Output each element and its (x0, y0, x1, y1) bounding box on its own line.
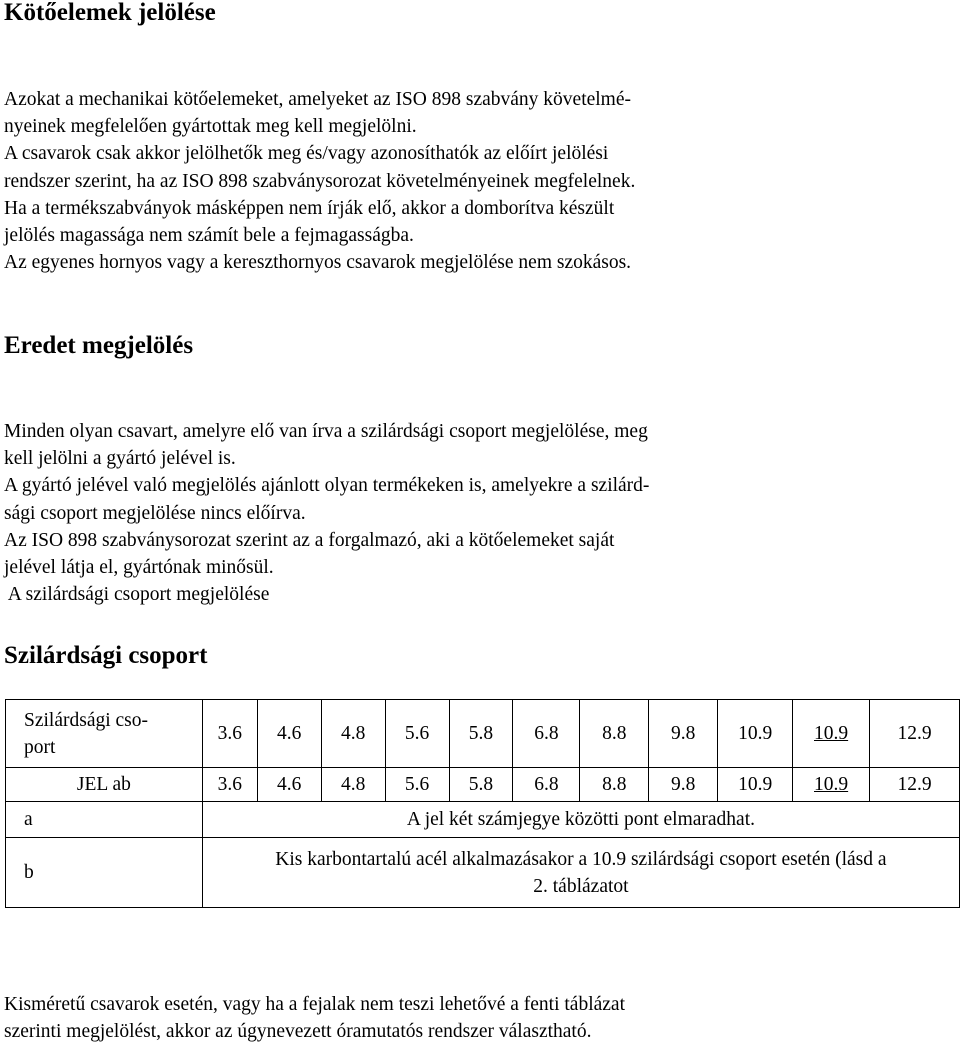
origin-paragraph (4, 418, 794, 608)
note-b: Kis karbontartalú acél alkalmazásakor a 10.9 szilárdsági csoport esetén (lásd a 2. táblázatot (202, 838, 959, 908)
intro-paragraph (4, 86, 794, 276)
table-cell: 3.6 (202, 700, 257, 768)
row-label-a: a (6, 802, 203, 838)
origin-line: Az ISO 898 szabványsorozat szerint az a forgalmazó, aki a kötőelemeket saját (4, 529, 615, 551)
strength-class-table (5, 699, 960, 908)
table-row-note-a (6, 802, 960, 838)
table-cell: 12.9 (870, 700, 960, 768)
page-title: Kötőelemek jelölése (4, 0, 216, 26)
table-cell: 8.8 (580, 768, 649, 802)
origin-line: kell jelölni a gyártó jelével is. (4, 448, 236, 470)
table-cell: 8.8 (580, 700, 649, 768)
table-cell: 3.6 (202, 768, 257, 802)
strength-heading: Szilárdsági csoport (4, 642, 208, 669)
table-cell: 6.8 (513, 700, 580, 768)
note-a: A jel két számjegye közötti pont elmaradhat. (202, 802, 959, 838)
table-cell: 5.6 (385, 700, 449, 768)
table-cell: 10.9 (718, 768, 793, 802)
table-cell: 5.6 (385, 768, 449, 802)
row-label-b: b (6, 838, 203, 908)
footer-line: Kisméretű csavarok esetén, vagy ha a fejalak nem teszi lehetővé a fenti táblázat (4, 994, 626, 1015)
table-cell: 6.8 (513, 768, 580, 802)
intro-line: rendszer szerint, ha az ISO 898 szabványsorozat követelményeinek megfelelnek. (4, 170, 636, 192)
table-cell: 12.9 (870, 768, 960, 802)
table-cell: 9.8 (649, 700, 718, 768)
table-cell: 4.6 (257, 768, 321, 802)
table-cell: 5.8 (449, 768, 513, 802)
table-row-strength (6, 700, 960, 768)
intro-line: A csavarok csak akkor jelölhetők meg és/vagy azonosíthatók az előírt jelölési (4, 143, 609, 165)
intro-line: Azokat a mechanikai kötőelemeket, amelyeket az ISO 898 szabvány követelmé- (4, 89, 631, 110)
table-row-note-b (6, 838, 960, 908)
intro-line: Ha a termékszabványok másképpen nem írják elő, akkor a domborítva készült (4, 197, 615, 219)
table-cell: 4.8 (321, 700, 385, 768)
origin-line: A szilárdsági csoport megjelölése (4, 584, 270, 606)
origin-line: A gyártó jelével való megjelölés ajánlott olyan termékeken is, amelyekre a szilárd- (4, 475, 650, 497)
footer-line: szerinti megjelölést, akkor az úgynevezett óramutatós rendszer választható. (4, 1021, 592, 1043)
row-label-strength: Szilárdsági cso- port (6, 700, 203, 768)
table-cell: 5.8 (449, 700, 513, 768)
table-cell: 4.6 (257, 700, 321, 768)
table-cell: 4.8 (321, 768, 385, 802)
intro-line: jelölés magassága nem számít bele a fejmagasságba. (4, 225, 414, 247)
origin-line: sági csoport megjelölése nincs előírva. (4, 502, 306, 524)
origin-line: jelével látja el, gyártónak minősül. (4, 557, 274, 579)
footer-paragraph (4, 991, 804, 1045)
table-row-mark (6, 768, 960, 802)
intro-line: Az egyenes hornyos vagy a kereszthornyos csavarok megjelölése nem szokásos. (4, 252, 632, 274)
row-label-mark: JEL ab (6, 768, 203, 802)
table-cell-underlined: 10.9 (793, 768, 870, 802)
intro-line: nyeinek megfelelően gyártottak meg kell megjelölni. (4, 116, 417, 138)
table-cell: 10.9 (718, 700, 793, 768)
table-cell-underlined: 10.9 (793, 700, 870, 768)
origin-heading: Eredet megjelölés (4, 332, 194, 359)
origin-line: Minden olyan csavart, amelyre elő van írva a szilárdsági csoport megjelölése, meg (4, 421, 648, 442)
table-cell: 9.8 (649, 768, 718, 802)
